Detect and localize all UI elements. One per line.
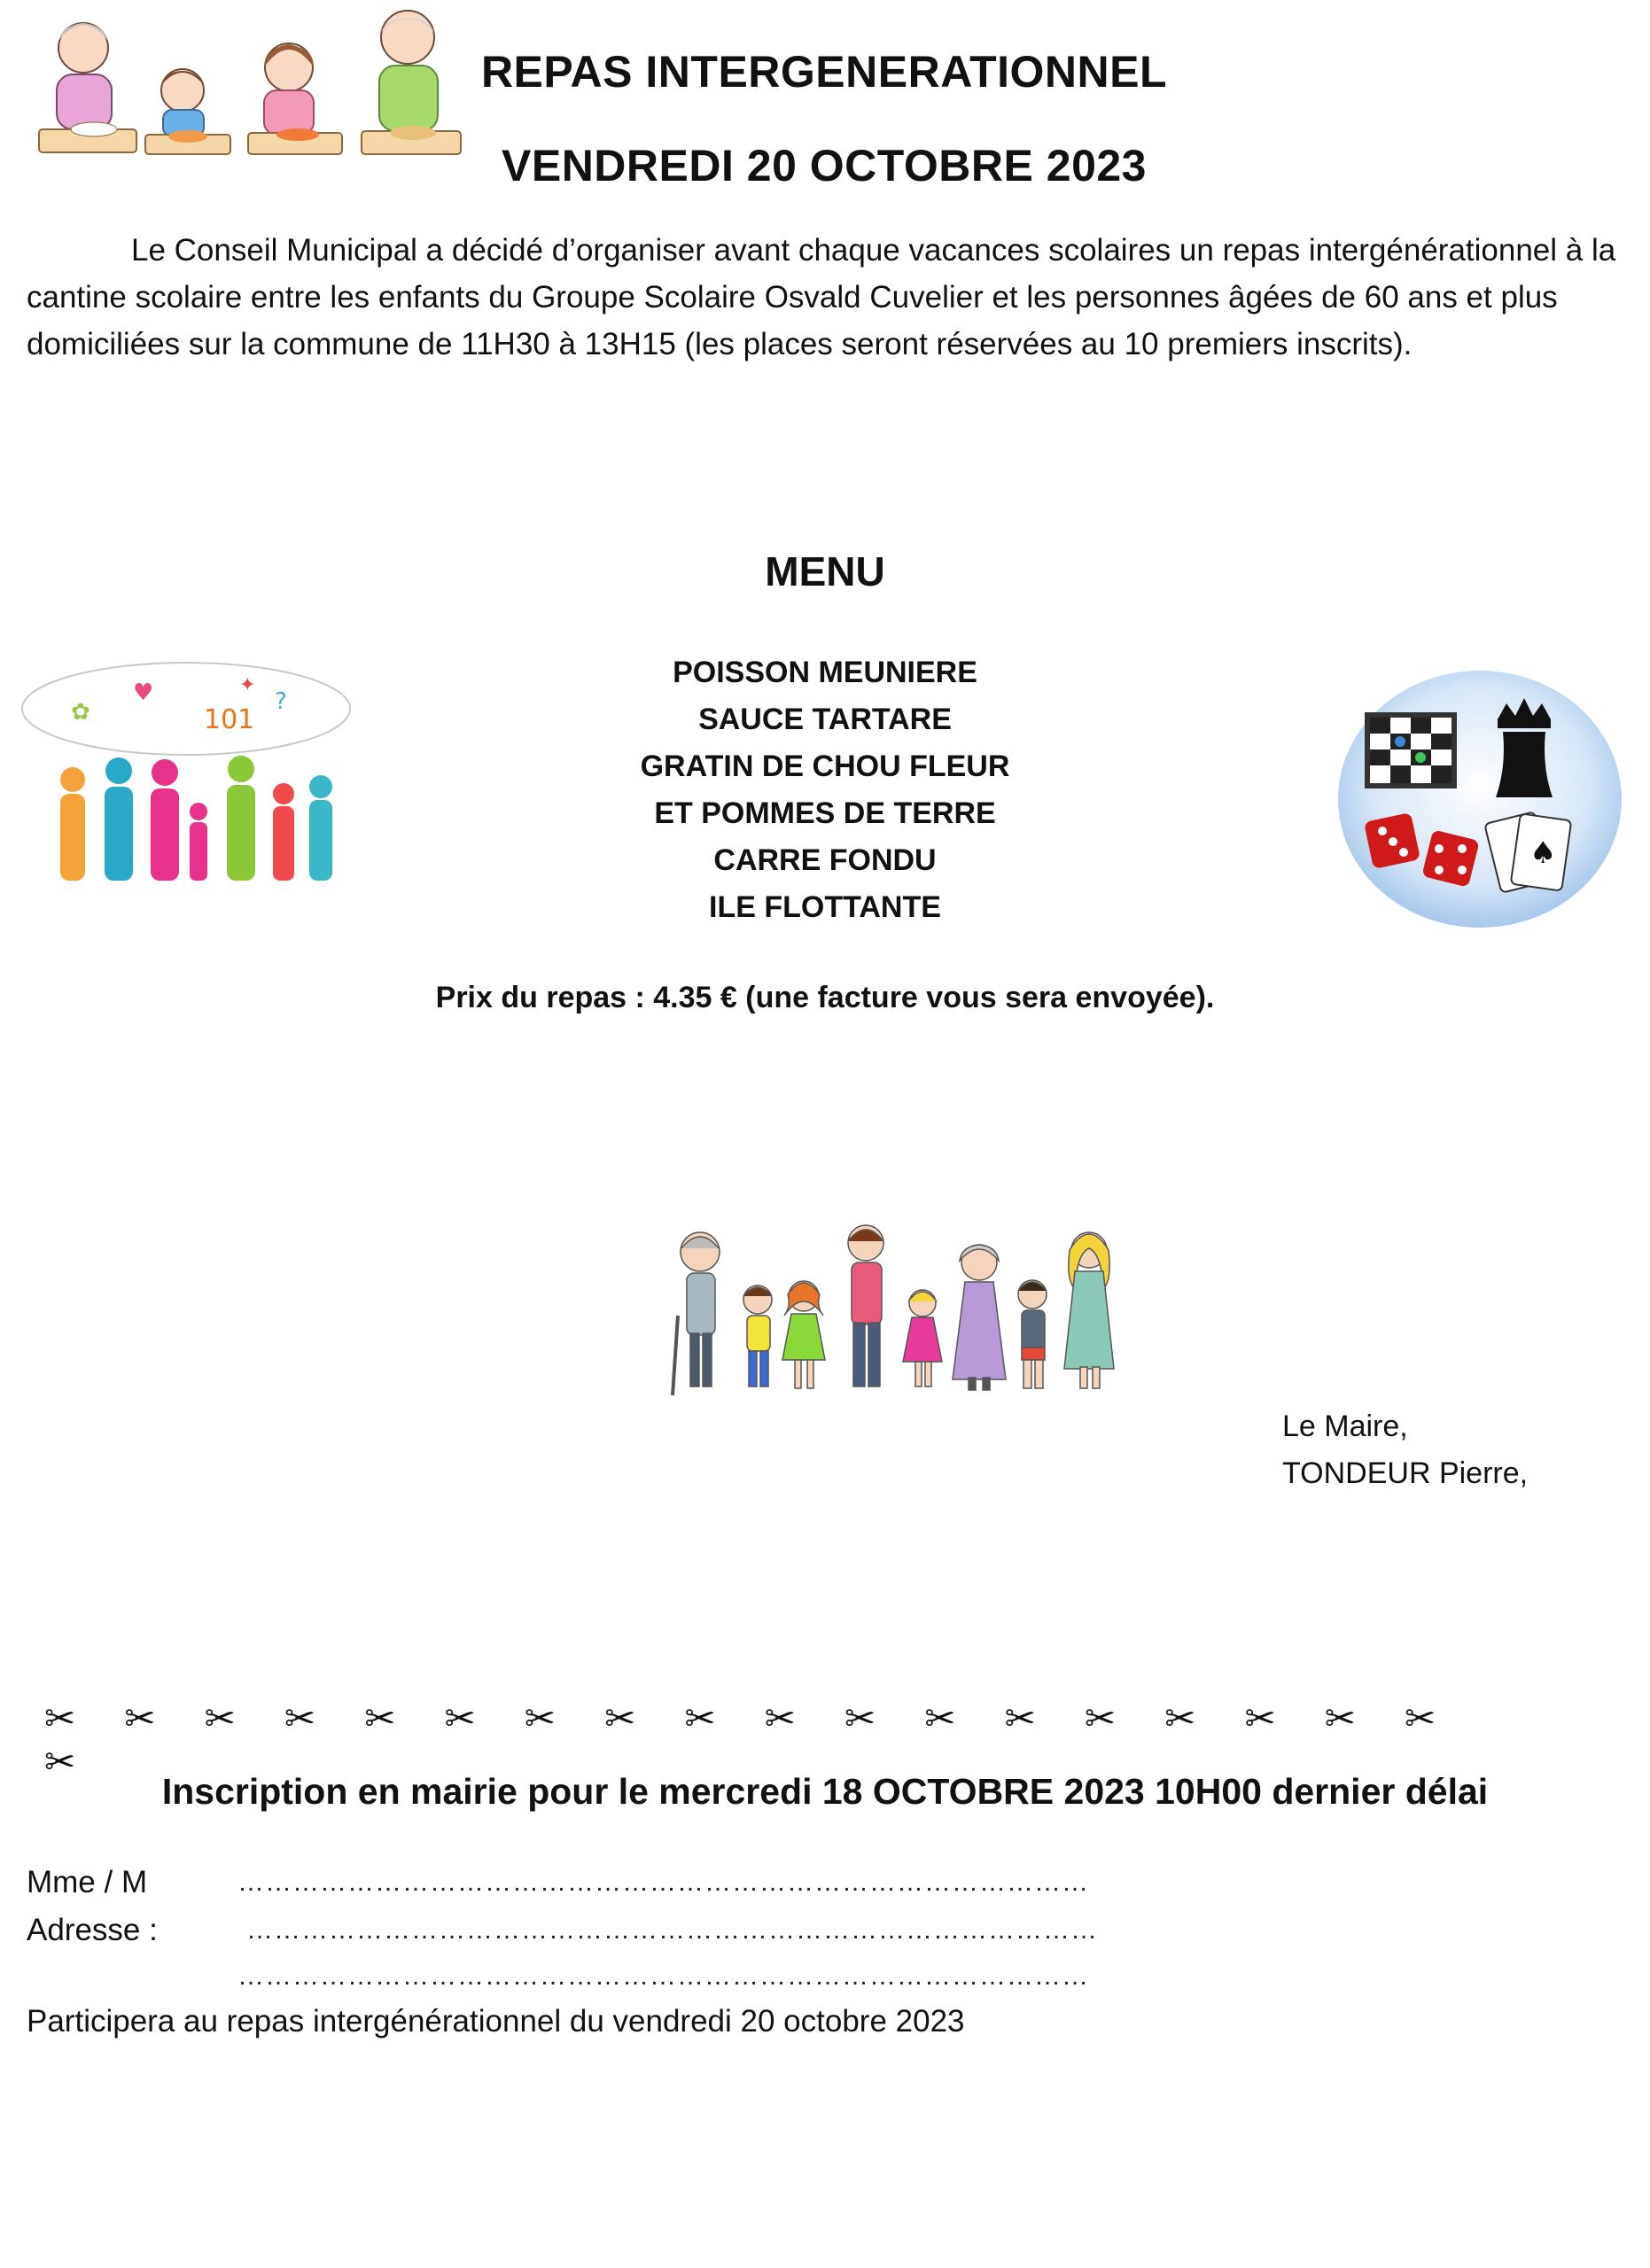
menu-list <box>471 649 1179 931</box>
page-title: REPAS INTERGENERATIONNEL <box>480 47 1168 97</box>
svg-text:♥: ♥ <box>133 680 154 706</box>
scissors-icon: ✂ <box>204 1697 236 1739</box>
address-field-line1[interactable]: ………………………………………………………………………………… <box>246 1915 1098 1945</box>
scissors-icon: ✂ <box>444 1697 476 1739</box>
scissors-icon: ✂ <box>924 1697 956 1739</box>
scissors-icon: ✂ <box>1244 1697 1276 1739</box>
menu-item: GRATIN DE CHOU FLEUR <box>640 750 1010 783</box>
svg-text:✿: ✿ <box>71 699 90 726</box>
scissors-icon: ✂ <box>524 1697 556 1739</box>
svg-text:101: 101 <box>204 704 255 735</box>
scissors-icon: ✂ <box>124 1697 156 1739</box>
event-date-title: VENDREDI 20 OCTOBRE 2023 <box>502 141 1147 190</box>
address-label: Adresse : <box>27 1913 158 1947</box>
scissors-icon: ✂ <box>1004 1697 1036 1739</box>
svg-text:✦: ✦ <box>239 674 256 696</box>
intro-text: Le Conseil Municipal a décidé d’organiser avant chaque vacances scolaires un repas intergénérationnel à la cantine scolaire entre les enfants du Groupe Scolaire Osvald Cuvelier et les personnes âgées de 60 ans et plus domiciliées sur la commune de 11H30 à 13H15 (les places seront réservées au 10 premiers inscrits). <box>27 233 1616 361</box>
name-label: Mme / M <box>27 1865 148 1899</box>
meal-price: Prix du repas : 4.35 € (une facture vous sera envoyée). <box>435 981 1215 1014</box>
menu-item: SAUCE TARTARE <box>698 703 952 736</box>
scissors-icon: ✂ <box>284 1697 316 1739</box>
scissors-icon: ✂ <box>684 1697 716 1739</box>
scissors-icon: ✂ <box>44 1741 76 1783</box>
menu-item: CARRE FONDU <box>713 843 937 877</box>
menu-item: POISSON MEUNIERE <box>673 656 977 689</box>
family-holding-hands-illustration <box>660 1218 1121 1409</box>
svg-text:♠: ♠ <box>1529 835 1557 871</box>
scissors-icon: ✂ <box>1084 1697 1117 1739</box>
address-field-line2[interactable]: ………………………………………………………………………………… <box>237 1961 1089 1991</box>
scissors-icon: ✂ <box>44 1697 76 1739</box>
signature-name: TONDEUR Pierre, <box>1282 1456 1529 1490</box>
scissors-icon: ✂ <box>1405 1697 1436 1739</box>
name-field[interactable]: ………………………………………………………………………………… <box>237 1868 1089 1897</box>
scissors-icon: ✂ <box>844 1697 876 1739</box>
menu-heading: MENU <box>765 548 885 594</box>
svg-text:?: ? <box>275 688 287 715</box>
board-games-illustration <box>1329 666 1631 932</box>
scissors-icon: ✂ <box>1164 1697 1196 1739</box>
menu-item: ET POMMES DE TERRE <box>654 796 996 830</box>
registration-deadline: Inscription en mairie pour le mercredi 18 OCTOBRE 2023 10H00 dernier délai <box>161 1771 1489 1812</box>
mayor-signature <box>1282 1403 1528 1497</box>
scissors-icon: ✂ <box>364 1697 396 1739</box>
menu-item: ILE FLOTTANTE <box>709 890 941 924</box>
intro-paragraph <box>27 227 1622 368</box>
scissors-icon: ✂ <box>1324 1697 1356 1739</box>
people-silhouettes-illustration <box>9 656 354 895</box>
participation-statement: Participera au repas intergénérationnel du vendredi 20 octobre 2023 <box>27 2004 965 2039</box>
scissors-icon: ✂ <box>604 1697 636 1739</box>
scissors-icon: ✂ <box>764 1697 796 1739</box>
signature-title: Le Maire, <box>1282 1410 1408 1443</box>
